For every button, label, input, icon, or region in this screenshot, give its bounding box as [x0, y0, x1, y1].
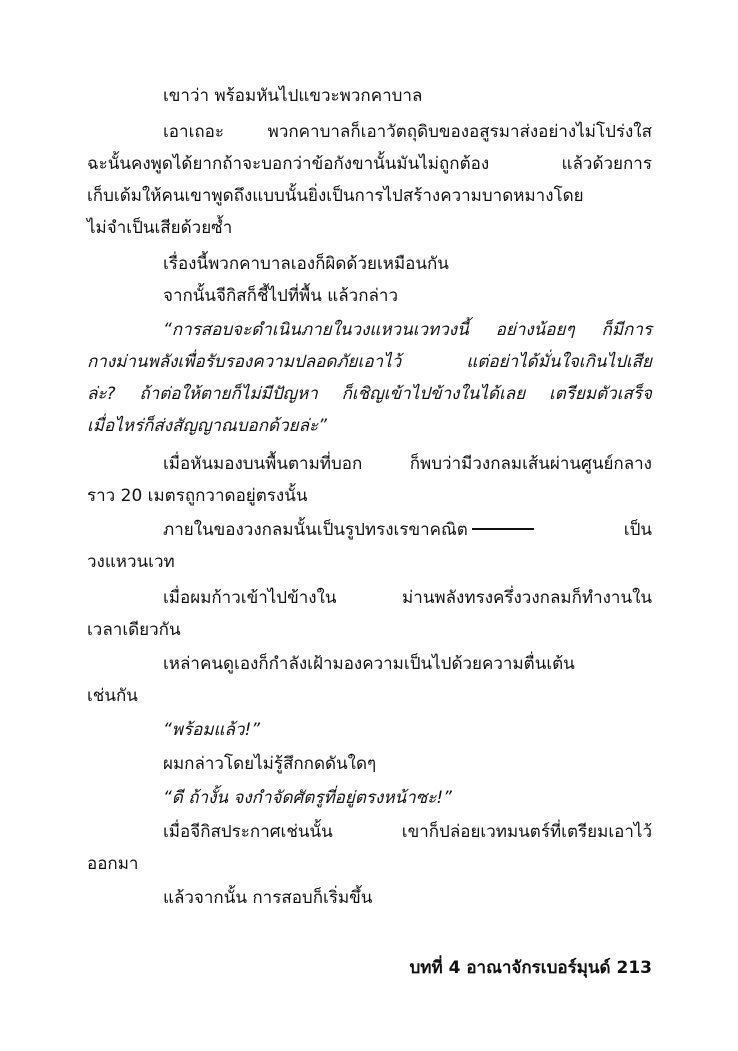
text-line: เอาเถอะ พวกคาบาลก็เอาวัตถุดิบของอสูรมาส่งอย่างไม่โปร่งใส [163, 122, 652, 142]
text-line: เขาว่า พร้อมหันไปแขวะพวกคาบาล [163, 86, 423, 106]
quote-line: “การสอบจะดำเนินภายในวงแหวนเวทวงนี้ อย่างน้อยๆ ก็มีการ [163, 320, 652, 340]
text-line: เรื่องนี้พวกคาบาลเองก็ผิดด้วยเหมือนกัน [163, 254, 449, 274]
text-line: แล้วจากนั้น การสอบก็เริ่มขึ้น [163, 888, 373, 908]
quote-line: “ดี ถ้างั้น จงกำจัดศัตรูที่อยู่ตรงหน้าซะ!” [163, 788, 452, 808]
quote-line: กางม่านพลังเพื่อรับรองความปลอดภัยเอาไว้ แต่อย่าได้มั่นใจเกินไปเสีย [87, 352, 652, 372]
quote-line: ล่ะ? ถ้าต่อให้ตายก็ไม่มีปัญหา ก็เชิญเข้าไปข้างในได้เลย เตรียมตัวเสร็จ [87, 384, 652, 404]
text-line: ไม่จำเป็นเสียด้วยซ้ำ [87, 218, 233, 238]
text-line: เมื่อผมก้าวเข้าไปข้างใน ม่านพลังทรงครึ่งวงกลมก็ทำงานใน [163, 588, 652, 608]
text-line: เมื่อหันมองบนพื้นตามที่บอก ก็พบว่ามีวงกลมเส้นผ่านศูนย์กลาง [163, 454, 652, 474]
text-line: เมื่อจีกิสประกาศเช่นนั้น เขาก็ปล่อยเวทมนตร์ที่เตรียมเอาไว้ [163, 822, 652, 842]
page-footer: บทที่ 4 อาณาจักรเบอร์มุนด์ 213 [409, 958, 652, 978]
text-segment: เป็น [623, 520, 652, 540]
text-line-with-dash [163, 518, 652, 542]
text-line: เวลาเดียวกัน [87, 620, 181, 640]
quote-line: เมื่อไหร่ก็ส่งสัญญาณบอกด้วยล่ะ” [87, 416, 327, 436]
text-line: เก็บเด้มให้คนเขาพูดถึงแบบนั้นยิ่งเป็นการไปสร้างความบาดหมางโดย [87, 186, 584, 206]
text-line: ราว 20 เมตรถูกวาดอยู่ตรงนั้น [87, 486, 308, 506]
em-dash-rule [472, 528, 534, 530]
text-segment: ภายในของวงกลมนั้นเป็นรูปทรงเรขาคณิต [163, 520, 468, 540]
text-line: วงแหวนเวท [87, 552, 175, 572]
quote-line: “พร้อมแล้ว!” [163, 720, 261, 740]
text-line: เหล่าคนดูเองก็กำลังเฝ้ามองความเป็นไปด้วยความตื่นเต้น [163, 654, 575, 674]
text-line: ออกมา [87, 854, 139, 874]
text-line: ผมกล่าวโดยไม่รู้สึกกดดันใดๆ [163, 754, 377, 774]
text-line: เช่นกัน [87, 686, 138, 706]
text-line: ฉะนั้นคงพูดได้ยากถ้าจะบอกว่าข้อกังขานั้นมันไม่ถูกต้อง แล้วด้วยการ [87, 154, 652, 174]
text-line: จากนั้นจีกิสก็ชี้ไปที่พื้น แล้วกล่าว [163, 286, 399, 306]
